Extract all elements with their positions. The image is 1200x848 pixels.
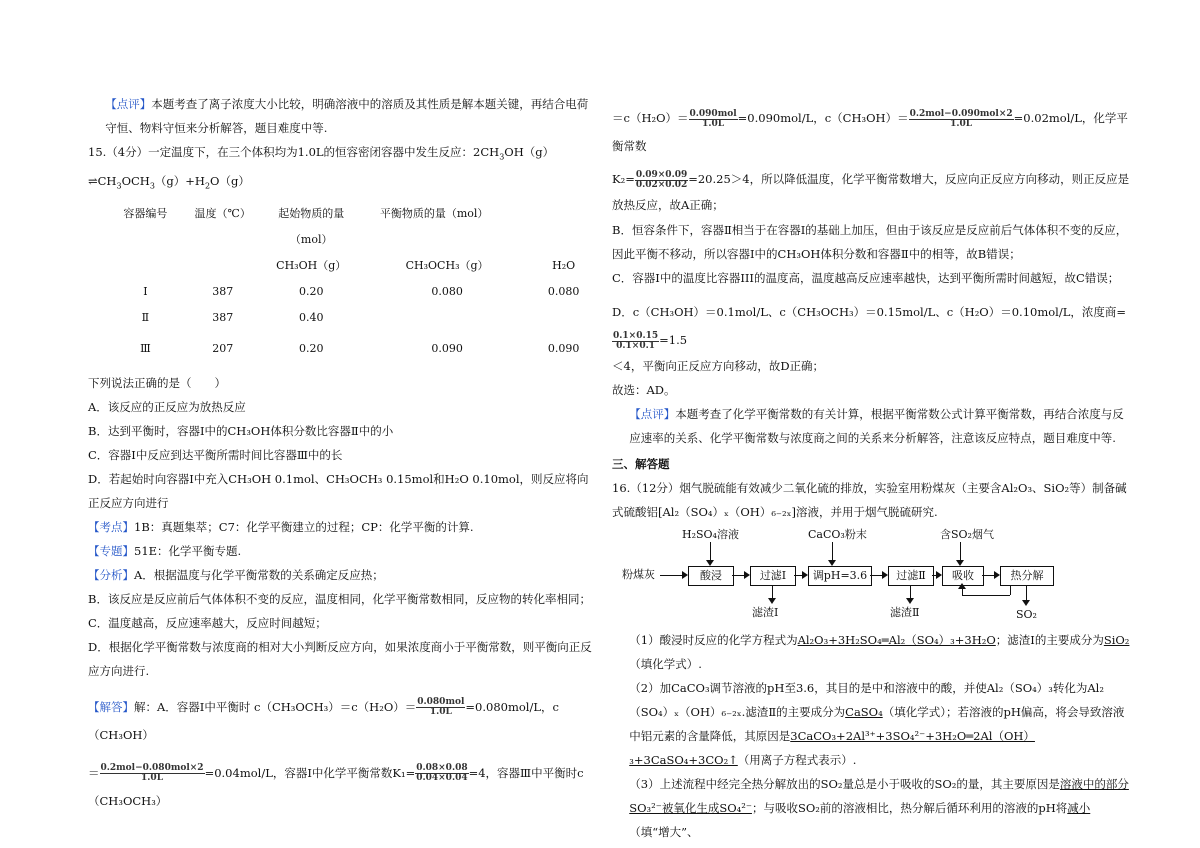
- step-box: 吸收: [942, 566, 984, 586]
- table-cell: 0.080: [431, 284, 463, 298]
- table-header: 平衡物质的量（mol）: [379, 206, 489, 220]
- option-d: D．若起始时向容器Ⅰ中充入CH₃OH 0.1mol、CH₃OCH₃ 0.15mol和H₂O 0.10mol，则反应将向正反应方向进行: [88, 471, 589, 510]
- table-cell: 0.080: [547, 284, 580, 298]
- answer-blank: 3CaCO₃+2Al³⁺+3SO₄²⁻+3H₂O═2Al（OH）₃+3CaSO₄+3CO₂↑: [629, 729, 1035, 767]
- numerator: 0.2mol−0.090mol×2: [909, 108, 1013, 119]
- table-cell: [183, 227, 263, 253]
- review-text: 本题考查了离子浓度大小比较，明确溶液中的溶质及其性质是解本题关键，再结合电荷守恒、物料守恒来分析解答，题目难度中等.: [105, 97, 589, 135]
- zhuanti-text: 51E：化学平衡专题.: [134, 543, 242, 558]
- table-cell: [108, 253, 183, 279]
- denominator: 0.04×0.04: [416, 773, 468, 784]
- table-cell: [534, 305, 593, 331]
- reagent-label: H₂SO₄溶液: [682, 528, 739, 541]
- table-header: 容器编号: [123, 206, 168, 220]
- solution-text: =20.25＞4，所以降低温度，化学平衡常数增大，反应向正反应方向移动，则正反应是放热反应，故A正确；: [612, 172, 1130, 212]
- solution-d: [612, 298, 1130, 354]
- arrow-head: [906, 598, 914, 604]
- numerator: 0.2mol−0.080mol×2: [100, 763, 204, 774]
- table-cell: [534, 227, 593, 253]
- stem-part: O（g）: [210, 174, 250, 189]
- numerator: 0.09×0.09: [635, 169, 688, 180]
- fenxi-c: C．温度越高，反应速率越大，反应时间越短；: [88, 615, 327, 630]
- arrow-line: [832, 542, 833, 562]
- solution-d-2: ＜4，平衡向正反应方向移动，故D正确；: [612, 359, 825, 373]
- table-row: [108, 305, 593, 331]
- process-flow-diagram: [622, 528, 1092, 624]
- table-cell: 0.20: [298, 341, 324, 355]
- numerator: 0.090mol: [689, 108, 737, 119]
- solution-b: B．恒容条件下，容器Ⅱ相当于在容器Ⅰ的基础上加压，但由于该反应是反应前后气体体积不变的反应，因此平衡不移动，所以容器Ⅰ中的CH₃OH体积分数和容器Ⅱ中的相等，故B错误；: [612, 223, 1128, 261]
- table-header: H₂O: [552, 258, 576, 272]
- stem-part: OH（g）⇌CH: [88, 145, 555, 189]
- table-header: [534, 201, 593, 227]
- step-box: 调pH=3.6: [808, 566, 872, 586]
- table-cell: 0.20: [298, 284, 324, 298]
- stem-part: 15.（4分）一定温度下，在三个体积均为1.0L的恒容密闭容器中发生反应：2CH: [88, 145, 500, 159]
- answer-blank: 减小: [1067, 801, 1091, 815]
- table-cell: 0.090: [547, 341, 580, 355]
- table-cell: [360, 227, 534, 253]
- equilibrium-table: [108, 201, 593, 367]
- jieda-text: =4，容器Ⅲ中平衡时c（CH₃OCH₃）: [88, 765, 584, 808]
- fenxi-paragraph: [88, 563, 593, 587]
- table-cell: [108, 227, 183, 253]
- table-cell: [183, 253, 263, 279]
- solution-c: C．容器Ⅰ中的温度比容器III的温度高，温度越高反应速率越快，达到平衡所需时间越短，故C错误；: [612, 271, 1120, 285]
- arrow-line: [710, 542, 711, 562]
- solution-line-1: [612, 104, 1130, 160]
- denominator: 0.02×0.02: [635, 179, 688, 190]
- table-cell: 387: [212, 310, 234, 324]
- jieda-text: ＝: [88, 765, 100, 780]
- option-b: B．达到平衡时，容器Ⅰ中的CH₃OH体积分数比容器Ⅱ中的小: [88, 423, 394, 438]
- answer-blank: SiO₂: [1103, 633, 1130, 647]
- table-cell: 207: [212, 341, 234, 355]
- fraction: [635, 171, 688, 190]
- denominator: 1.0L: [429, 707, 452, 718]
- jieda-text: =0.080mol/L，c（CH₃OH）: [88, 699, 559, 742]
- option-a: A．该反应的正反应为放热反应: [88, 399, 246, 414]
- part-2: [612, 676, 1130, 772]
- question-prompt: 下列说法正确的是（ ）: [88, 375, 226, 390]
- table-header: CH₃OH（g）: [276, 258, 347, 272]
- table-cell: 387: [212, 284, 234, 298]
- question-text: （填“增大”、: [629, 825, 699, 839]
- jieda-text: =0.04mol/L，容器Ⅰ中化学平衡常数K₁=: [204, 765, 416, 780]
- output-label: 滤渣Ⅰ: [752, 606, 779, 619]
- fraction: [909, 110, 1014, 129]
- answer-blank: CaSO₄: [845, 705, 883, 719]
- fenxi-text: A．根据温度与化学平衡常数的关系确定反应热；: [134, 567, 384, 582]
- zhuanti-paragraph: [88, 539, 593, 563]
- answer-blank: Al₂O₃+3H₂SO₄═Al₂（SO₄）₃+3H₂O: [797, 633, 996, 647]
- denominator: 1.0L: [950, 118, 973, 129]
- review-tag: 【点评】: [105, 97, 152, 111]
- loop-line: [1010, 585, 1011, 595]
- fenxi-b: B．该反应是反应前后气体体积不变的反应，温度相同，化学平衡常数相同，反应物的转化率相同；: [88, 591, 591, 606]
- solution-text: =0.090mol/L，c（CH₃OH）＝: [737, 111, 909, 125]
- fraction: [689, 110, 738, 129]
- question-text: （填化学式）；若溶液的pH偏高，将会导致溶液中铝元素的含量降低，其原因是: [629, 705, 1125, 743]
- review-paragraph-2: [612, 402, 1130, 450]
- solution-text: ＝c（H₂O）＝: [612, 111, 689, 125]
- left-column: [88, 92, 593, 815]
- fraction: [415, 764, 468, 783]
- kaodian-tag: 【考点】: [88, 519, 134, 534]
- fenxi-tag: 【分析】: [88, 567, 134, 582]
- table-cell: [360, 305, 534, 331]
- section-heading: 三、解答题: [612, 457, 670, 471]
- denominator: 1.0L: [141, 773, 164, 784]
- arrow-line: [660, 575, 684, 576]
- jieda-tag: 【解答】: [88, 699, 134, 714]
- input-label: 粉煤灰: [622, 568, 655, 581]
- answer-blank: 溶液中的部分SO₃²⁻被氧化生成SO₄²⁻: [629, 777, 1129, 815]
- numerator: 0.08×0.08: [416, 763, 468, 774]
- jieda-line-2: [88, 759, 593, 815]
- question-text: ；滤渣Ⅰ的主要成分为: [995, 633, 1104, 647]
- step-box: 过滤Ⅰ: [750, 566, 796, 586]
- denominator: 0.1×0.1: [616, 340, 655, 351]
- solution-text: =1.5: [659, 333, 688, 347]
- table-row: [108, 279, 593, 305]
- arrow-head: [1022, 600, 1030, 606]
- numerator: 0.1×0.15: [613, 330, 659, 341]
- question-15-stem: 15.（4分）一定温度下，在三个体积均为1.0L的恒容密闭容器中发生反应：$2CH_3OH(g)\rightleftharpoons CH_3OCH_3(g)+H_2O(g)$: [88, 145, 555, 191]
- kaodian-paragraph: [88, 515, 593, 539]
- question-text: ；与吸收SO₂前的溶液相比，热分解后循环利用的溶液的pH将: [751, 801, 1068, 815]
- table-header: 起始物质的量: [278, 206, 345, 220]
- reagent-label: CaCO₃粉末: [808, 528, 867, 541]
- fenxi-d: D．根据化学平衡常数与浓度商的相对大小判断反应方向，如果浓度商小于平衡常数，则平衡向正反应方向进行.: [88, 639, 592, 678]
- answer-line: 故选：AD。: [612, 383, 676, 397]
- arrow-head: [958, 583, 966, 589]
- question-text: （1）酸浸时反应的化学方程式为: [629, 633, 798, 647]
- part-3: [612, 772, 1130, 844]
- review-tag: 【点评】: [629, 407, 676, 421]
- solution-text: =0.02mol/L，化学平衡常数: [612, 111, 1128, 153]
- fraction: [612, 332, 659, 351]
- solution-text: D．c（CH₃OH）＝0.1mol/L、c（CH₃OCH₃）＝0.15mol/L、c（H₂O）＝0.10mol/L，浓度商=: [612, 305, 1126, 319]
- table-cell: Ⅱ: [141, 310, 150, 324]
- table-cell: 0.40: [298, 310, 324, 324]
- question-text: （用离子方程式表示）.: [737, 753, 857, 767]
- table-row: [108, 331, 593, 367]
- table-header: 温度（℃）: [194, 206, 251, 220]
- arrow-head: [768, 598, 776, 604]
- fraction: [416, 698, 465, 717]
- step-box: 热分解: [1000, 566, 1054, 586]
- review-text: 本题考查了化学平衡常数的有关计算，根据平衡常数公式计算平衡常数，再结合浓度与反应速率的关系、化学平衡常数与浓度商之间的关系来分析解答，注意该反应特点，题目难度中等.: [629, 407, 1124, 445]
- fraction: [100, 764, 205, 783]
- step-box: 过滤Ⅱ: [888, 566, 934, 586]
- zhuanti-tag: 【专题】: [88, 543, 134, 558]
- option-c: C．容器Ⅰ中反应到达平衡所需时间比容器Ⅲ中的长: [88, 447, 343, 462]
- arrow-line: [960, 542, 961, 562]
- question-16-stem: 16.（12分）烟气脱硫能有效减少二氧化硫的排放，实验室用粉煤灰（主要含Al₂O₃、SiO₂等）制备碱式硫酸铝[Al₂（SO₄）ₓ（OH）₆₋₂ₓ]溶液，并用于烟气脱硫研究.: [612, 481, 1127, 519]
- question-text: （3）上述流程中经完全热分解放出的SO₂量总是小于吸收的SO₂的量，其主要原因是: [629, 777, 1060, 791]
- output-label: 滤渣Ⅱ: [890, 606, 920, 619]
- step-box: 酸浸: [688, 566, 734, 586]
- jieda-paragraph: [88, 693, 593, 749]
- right-column: [612, 104, 1130, 844]
- table-cell: 0.090: [431, 341, 463, 355]
- table-header: （mol）: [289, 232, 333, 246]
- review-paragraph-1: [88, 92, 593, 140]
- loop-line: [962, 595, 1010, 596]
- table-header: CH₃OCH₃（g）: [405, 258, 489, 272]
- stem-part: （g）+H: [154, 174, 205, 189]
- kaodian-text: 1B：真题集萃；C7：化学平衡建立的过程；CP：化学平衡的计算.: [134, 519, 474, 534]
- question-text: （填化学式）.: [629, 657, 702, 671]
- table-cell: Ⅰ: [143, 284, 148, 298]
- stem-part: OCH: [121, 174, 150, 189]
- solution-line-2: [612, 166, 1130, 218]
- output-label: SO₂: [1016, 608, 1037, 621]
- numerator: 0.080mol: [417, 697, 465, 708]
- reagent-label: 含SO₂烟气: [940, 528, 994, 541]
- jieda-text: 解：A．容器Ⅰ中平衡时 c（CH₃OCH₃）＝c（H₂O）＝: [134, 699, 417, 714]
- table-cell: Ⅲ: [140, 341, 151, 355]
- question-text: （2）加CaCO₃调节溶液的pH至3.6，其目的是中和溶液中的酸，并使Al₂（SO₄）₃转化为Al₂（SO₄）ₓ（OH）₆₋₂ₓ.滤渣Ⅱ的主要成分为: [629, 681, 1104, 719]
- part-1: [612, 628, 1130, 676]
- denominator: 1.0L: [702, 118, 725, 129]
- solution-text: K₂=: [612, 172, 635, 186]
